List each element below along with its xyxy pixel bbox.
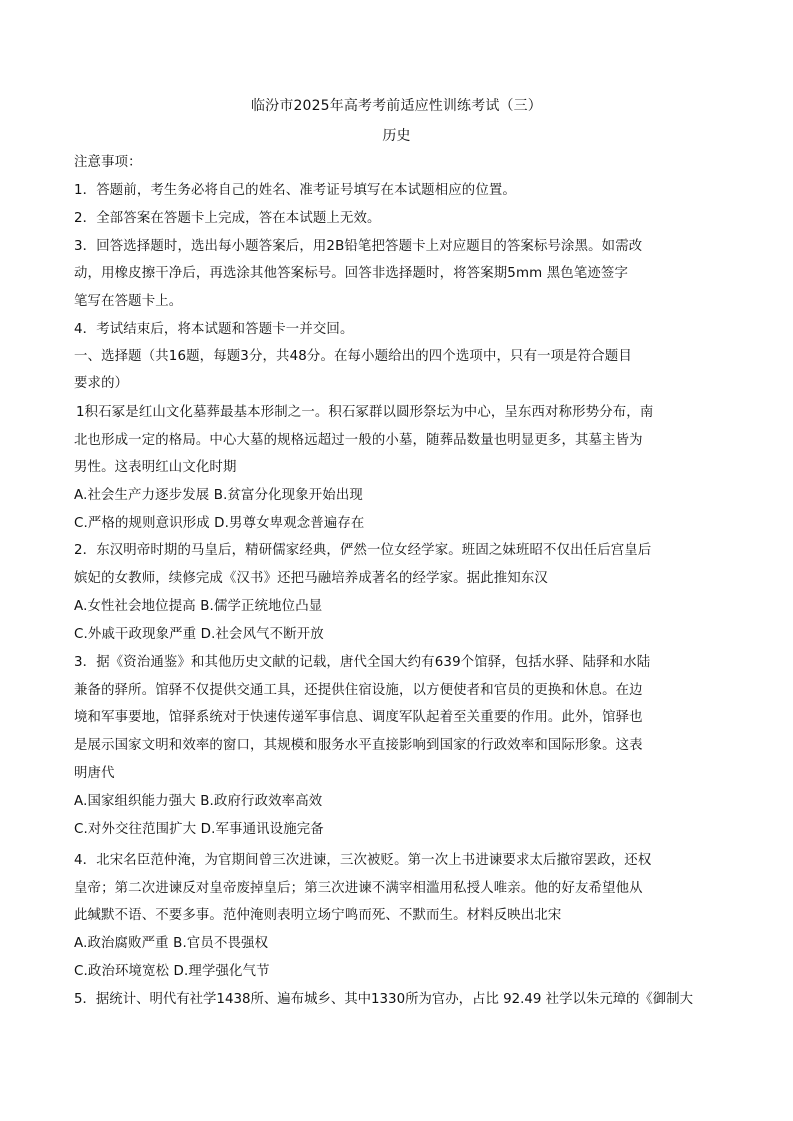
exam-subject: 历史 bbox=[382, 128, 411, 144]
notice-item: 4．考试结束后，将本试题和答题卡一并交回。 bbox=[74, 322, 354, 337]
question-2-options: C.外戚干政现象严重 D.社会风气不断开放 bbox=[74, 627, 324, 642]
question-1-text: 北也形成一定的格局。中心大墓的规格远超过一般的小墓，随葬品数量也明显更多，其墓主皆为 bbox=[74, 433, 643, 448]
question-1-options: A.社会生产力逐步发展 B.贫富分化现象开始出现 bbox=[74, 488, 363, 503]
question-4-options: A.政治腐败严重 B.官员不畏强权 bbox=[74, 936, 269, 951]
question-2-text: 2．东汉明帝时期的马皇后，精研儒家经典，俨然一位女经学家。班固之妹班昭不仅出任后宫皇后 bbox=[74, 543, 652, 558]
section-heading: 要求的） bbox=[74, 376, 129, 391]
question-5-text: 5．据统计、明代有社学1438所、遍布城乡、其中1330所为官办，占比 92.49 社学以朱元璋的《御制大 bbox=[74, 992, 693, 1007]
question-4-options: C.政治环境宽松 D.理学强化气节 bbox=[74, 964, 270, 979]
question-3-options: A.国家组织能力强大 B.政府行政效率高效 bbox=[74, 794, 323, 809]
question-3-text: 兼备的驿所。馆驿不仅提供交通工具，还提供住宿设施，以方便使者和官员的更换和休息。在边 bbox=[74, 683, 643, 698]
question-4-text: 4．北宋名臣范仲淹，为官期间曾三次进谏，三次被贬。第一次上书进谏要求太后撤帘罢政，还权 bbox=[74, 853, 652, 868]
question-1-text: 1积石冢是红山文化墓葬最基本形制之一。积石冢群以圆形祭坛为中心，呈东西对称形势分布，南 bbox=[76, 405, 654, 420]
question-3-options: C.对外交往范围扩大 D.军事通讯设施完备 bbox=[74, 822, 324, 837]
question-4-text: 皇帝；第二次进谏反对皇帝废掉皇后；第三次进谏不满宰相滥用私授人唯亲。他的好友希望他从 bbox=[74, 881, 643, 896]
question-3-text: 是展示国家文明和效率的窗口，其规模和服务水平直接影响到国家的行政效率和国际形象。这表 bbox=[74, 738, 643, 753]
question-2-text: 嫔妃的女教师，续修完成《汉书》还把马融培养成著名的经学家。据此推知东汉 bbox=[74, 571, 548, 586]
notice-item: 笔写在答题卡上。 bbox=[74, 294, 183, 309]
question-4-text: 此缄默不语、不要多事。范仲淹则表明立场宁鸣而死、不默而生。材料反映出北宋 bbox=[74, 908, 562, 923]
question-3-text: 境和军事要地，馆驿系统对于快速传递军事信息、调度军队起着至关重要的作用。此外，馆驿也 bbox=[74, 710, 643, 725]
question-1-text: 男性。这表明红山文化时期 bbox=[74, 460, 237, 475]
notice-item: 1．答题前，考生务必将自己的姓名、准考证号填写在本试题相应的位置。 bbox=[74, 183, 516, 198]
notice-item: 2．全部答案在答题卡上完成，答在本试题上无效。 bbox=[74, 211, 381, 226]
question-3-text: 明唐代 bbox=[74, 766, 115, 781]
notice-heading: 注意事项： bbox=[74, 155, 142, 170]
section-heading: 一、选择题（共16题，每题3分，共48分。在每小题给出的四个选项中，只有一项是符合题目 bbox=[74, 349, 632, 364]
question-3-text: 3．据《资治通鉴》和其他历史文献的记载，唐代全国大约有639个馆驿，包括水驿、陆驿和水陆 bbox=[74, 655, 651, 670]
notice-item: 动，用橡皮擦干净后，再选涂其他答案标号。回答非选择题时，将答案期5mm 黑色笔迹签字 bbox=[74, 266, 629, 281]
question-2-options: A.女性社会地位提高 B.儒学正统地位凸显 bbox=[74, 599, 323, 614]
exam-title: 临汾市2025年高考考前适应性训练考试（三） bbox=[251, 98, 542, 114]
question-1-options: C.严格的规则意识形成 D.男尊女卑观念普遍存在 bbox=[74, 516, 365, 531]
notice-item: 3．回答选择题时，选出每小题答案后，用2B铅笔把答题卡上对应题目的答案标号涂黑。如需改 bbox=[74, 239, 643, 254]
